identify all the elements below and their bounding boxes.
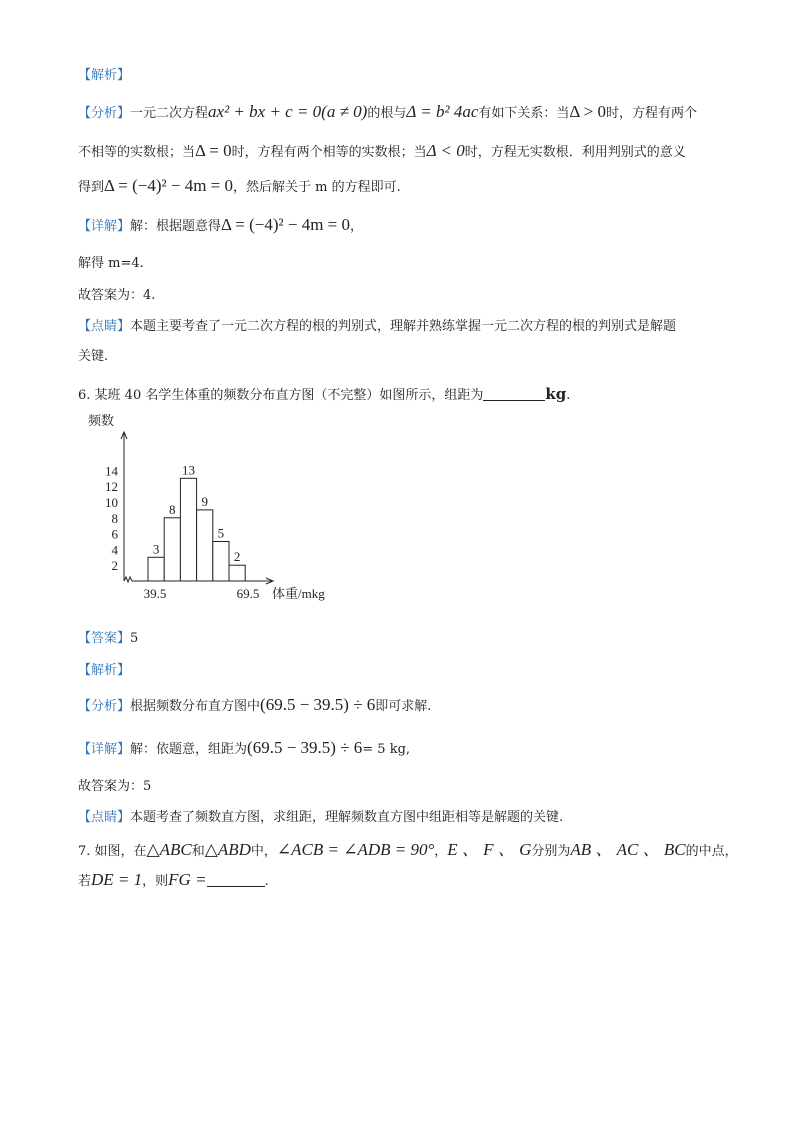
- points-efg: E 、 F 、 G: [447, 840, 532, 859]
- fenxi-text-1a: 一元二次方程: [130, 106, 209, 121]
- y-tick-label-4: 10: [105, 495, 118, 510]
- fenxi-text-6b: 即可求解.: [375, 699, 432, 714]
- angle-equation: ∠ACB = ∠ADB = 90°: [276, 840, 435, 859]
- answer-blank: [483, 386, 545, 401]
- fenxi-tag: 【分析】: [78, 106, 131, 121]
- fenxi-text-1c: 有如下关系：当: [478, 106, 570, 121]
- bar-0: [148, 557, 164, 581]
- daan-line: [78, 629, 138, 649]
- jiexi-label: 【解析】: [78, 68, 131, 83]
- jiexi-label-2: 【解析】: [78, 663, 131, 678]
- dianjing-tag-2: 【点睛】: [78, 810, 131, 825]
- fenxi-text-2c: 时，方程无实数根．利用判别式的意义: [464, 145, 686, 160]
- fenxi-line-2: [78, 141, 686, 163]
- q7-text-2b: ，则: [142, 874, 169, 889]
- solve-line: 解得 m=4.: [78, 256, 144, 271]
- x-axis-arrow: [266, 578, 273, 584]
- dianjing-text-6: 本题考查了频数直方图，求组距，理解频数直方图中组距相等是解题的关键.: [130, 810, 564, 825]
- bar-value-label-2: 13: [182, 462, 195, 478]
- y-tick-label-6: 14: [105, 463, 118, 479]
- question-6-text: 6. 某班 40 名学生体重的频数分布直方图（不完整）如图所示，组距为: [78, 388, 484, 403]
- fenxi-text-2b: 时，方程有两个相等的实数根；当: [231, 145, 427, 160]
- daan-value: 5: [130, 631, 139, 646]
- unit-kg: kg: [545, 385, 567, 403]
- y-tick-label-1: 4: [111, 542, 118, 558]
- bar-value-label-0: 3: [152, 541, 160, 557]
- answer-line-6: 故答案为：5: [78, 779, 152, 794]
- q7-text-f: 的中点，: [685, 844, 738, 859]
- condition-positive: Δ > 0: [569, 102, 607, 121]
- question-6: [78, 384, 570, 406]
- bar-value-label-5: 2: [233, 549, 241, 565]
- fenxi-text-3b: ，然后解关于 m 的方程即可.: [233, 180, 401, 195]
- fenxi-line-3: [78, 176, 401, 198]
- condition-negative: Δ < 0: [426, 141, 465, 160]
- question-6-end: .: [566, 388, 571, 403]
- bar-1: [164, 518, 180, 581]
- daan-tag: 【答案】: [78, 631, 131, 646]
- q7-text-d: ，: [434, 844, 448, 859]
- y-axis-arrow: [121, 432, 127, 439]
- xiangjie-tag: 【详解】: [78, 219, 131, 234]
- de-equation: DE = 1: [91, 870, 143, 889]
- dianjing-tag: 【点睛】: [78, 319, 131, 334]
- discriminant-formula: Δ = b² 4ac: [406, 102, 479, 121]
- quadratic-equation: ax² + bx + c = 0(a ≠ 0): [208, 102, 368, 121]
- fenxi-line-6: [78, 695, 431, 717]
- fenxi-line-1: [78, 102, 697, 124]
- fenxi-text-3a: 得到: [78, 180, 105, 195]
- xiangjie-text-a: 解：根据题意得: [130, 219, 222, 234]
- bar-value-label-4: 5: [217, 525, 225, 541]
- fenxi-text-1b: 的根与: [367, 106, 407, 121]
- fenxi-text-2a: 不相等的实数根；当: [78, 145, 196, 160]
- segments: AB 、 AC 、 BC: [570, 840, 686, 859]
- answer-line: 故答案为：4.: [78, 288, 156, 303]
- xiangjie-line-6: [78, 738, 410, 760]
- xiangjie-equation: Δ = (−4)² − 4m = 0: [221, 215, 351, 234]
- bar-4: [213, 542, 229, 582]
- bar-5: [229, 565, 245, 581]
- fenxi-tag-2: 【分析】: [78, 699, 131, 714]
- bar-value-label-1: 8: [169, 501, 176, 517]
- dianjing-text-1: 本题主要考查了一元二次方程的根的判别式，理解并熟练掌握一元二次方程的根的判别式是解题: [130, 319, 677, 334]
- interval-expression-2: (69.5 − 39.5) ÷ 6: [247, 738, 363, 757]
- bar-value-label-3: 9: [201, 493, 208, 509]
- y-tick-label-2: 6: [111, 526, 118, 542]
- bar-3: [197, 510, 213, 581]
- y-tick-label-5: 12: [105, 479, 118, 495]
- fenxi-text-1d: 时，方程有两个: [606, 106, 698, 121]
- question-7-line-1: [78, 840, 738, 862]
- x-tick-label-1: 69.5: [236, 586, 260, 601]
- answer-blank-7: [207, 872, 265, 887]
- bar-2: [180, 478, 196, 581]
- dianjing-line-6: [78, 808, 563, 828]
- triangle-abd: △ABD: [204, 840, 251, 859]
- q7-text-e: 分别为: [531, 844, 571, 859]
- x-axis-label: 体重/mkg: [272, 586, 325, 601]
- fg-expression: FG =: [168, 870, 207, 889]
- y-axis-label: 频数: [88, 413, 115, 428]
- xiangjie-tag-2: 【详解】: [78, 742, 131, 757]
- xiangjie-text-b: ，: [350, 219, 364, 234]
- q7-text-b: 和: [191, 844, 205, 859]
- y-tick-label-3: 8: [111, 510, 118, 526]
- discriminant-equation: Δ = (−4)² − 4m = 0: [104, 176, 234, 195]
- triangle-abc: △ABC: [146, 840, 192, 859]
- axis-break: [124, 577, 132, 582]
- xiangjie-line: [78, 215, 363, 237]
- xiangjie-text-6b: = 5 kg,: [362, 742, 411, 757]
- condition-zero: Δ = 0: [195, 141, 232, 160]
- q7-text-2a: 若: [78, 874, 92, 889]
- x-tick-label-0: 39.5: [143, 586, 167, 601]
- dianjing-line-1: [78, 317, 676, 337]
- dianjing-line-2: 关键.: [78, 349, 109, 364]
- xiangjie-text-6a: 解：依题意，组距为: [130, 742, 248, 757]
- q7-text-2c: .: [264, 874, 269, 889]
- question-7-line-2: [78, 870, 269, 892]
- interval-expression: (69.5 − 39.5) ÷ 6: [260, 695, 376, 714]
- q7-text-c: 中，: [250, 844, 277, 859]
- fenxi-text-6a: 根据频数分布直方图中: [130, 699, 261, 714]
- q7-text-a: 7. 如图，在: [78, 844, 147, 859]
- y-tick-label-0: 2: [111, 558, 118, 574]
